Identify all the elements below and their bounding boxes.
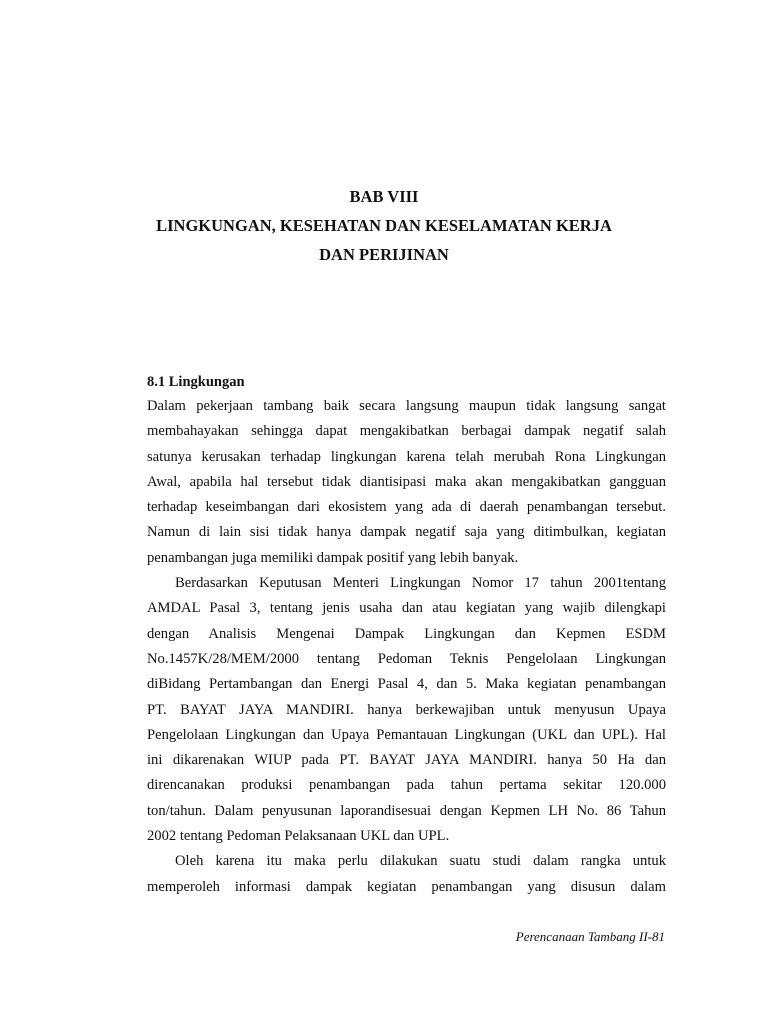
text-line: PT. BAYAT JAYA MANDIRI. hanya berkewajiban untuk menyusun Upaya <box>147 701 666 718</box>
text-line: No.1457K/28/MEM/2000 tentang Pedoman Teknis Pengelolaan Lingkungan <box>147 650 666 667</box>
text-line: Oleh karena itu maka perlu dilakukan suatu studi dalam rangka untuk <box>175 853 666 870</box>
section-body <box>147 394 666 900</box>
text-line: Berdasarkan Keputusan Menteri Lingkungan Nomor 17 tahun 2001tentang <box>175 575 666 592</box>
text-line: ini dikarenakan WIUP pada PT. BAYAT JAYA MANDIRI. hanya 50 Ha dan <box>147 752 666 769</box>
chapter-heading <box>0 182 768 269</box>
text-line: Dalam pekerjaan tambang baik secara langsung maupun tidak langsung sangat <box>147 398 666 414</box>
text-line: Namun di lain sisi tidak hanya dampak negatif saja yang ditimbulkan, kegiatan <box>147 524 666 541</box>
text-line: AMDAL Pasal 3, tentang jenis usaha dan atau kegiatan yang wajib dilengkapi <box>147 600 666 617</box>
text-line: ton/tahun. Dalam penyusunan laporandisesuai dengan Kepmen LH No. 86 Tahun <box>147 802 666 819</box>
text-line: direncanakan produksi penambangan pada tahun pertama sekitar 120.000 <box>147 777 666 794</box>
paragraph-3 <box>147 849 666 900</box>
paragraph-1 <box>147 394 666 571</box>
text-line: Awal, apabila hal tersebut tidak diantisipasi maka akan mengakibatkan gangguan <box>147 473 666 490</box>
section-heading: 8.1 Lingkungan <box>147 374 245 390</box>
text-line: satunya kerusakan terhadap lingkungan karena telah merubah Rona Lingkungan <box>147 448 666 465</box>
page-footer: Perencanaan Tambang II-81 <box>515 929 665 944</box>
text-line: memperoleh informasi dampak kegiatan penambangan yang disusun dalam <box>147 878 666 895</box>
chapter-title-line-2: DAN PERIJINAN <box>319 245 449 264</box>
chapter-number: BAB VIII <box>349 187 419 206</box>
text-line: dengan Analisis Mengenai Dampak Lingkungan dan Kepmen ESDM <box>147 625 666 642</box>
paragraph-2 <box>147 571 666 849</box>
text-line: diBidang Pertambangan dan Energi Pasal 4, dan 5. Maka kegiatan penambangan <box>147 676 666 693</box>
text-line: membahayakan sehingga dapat mengakibatkan berbagai dampak negatif salah <box>147 423 666 440</box>
text-line: 2002 tentang Pedoman Pelaksanaan UKL dan UPL. <box>147 828 450 845</box>
text-line: Pengelolaan Lingkungan dan Upaya Pemantauan Lingkungan (UKL dan UPL). Hal <box>147 726 666 743</box>
chapter-title-line-1: LINGKUNGAN, KESEHATAN DAN KESELAMATAN KERJA <box>156 216 612 235</box>
text-line: penambangan juga memiliki dampak positif yang lebih banyak. <box>147 549 519 566</box>
text-line: terhadap keseimbangan dari ekosistem yang ada di daerah penambangan tersebut. <box>147 499 666 516</box>
